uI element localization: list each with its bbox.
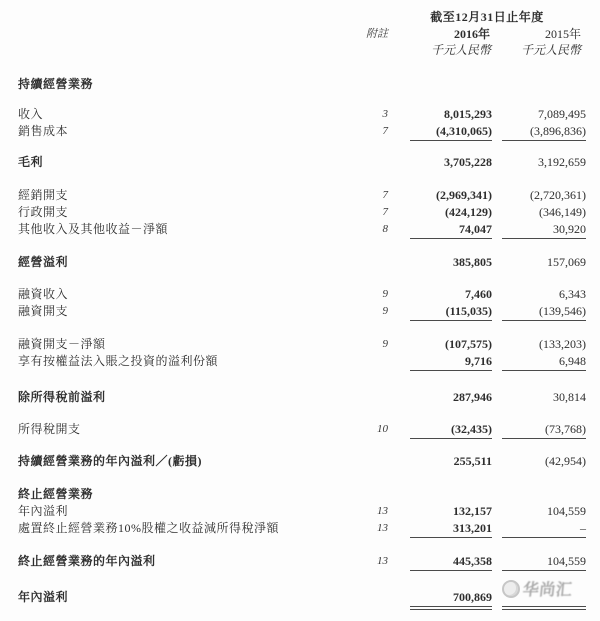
value-2016 (388, 553, 492, 570)
row-note (336, 486, 388, 503)
row-label: 融資收入 (18, 287, 69, 301)
value-2015 (492, 503, 586, 520)
row-note (336, 453, 388, 470)
value-2015-text: (139,546) (502, 303, 586, 321)
row-note (336, 589, 388, 606)
column-headers-row (18, 26, 586, 42)
year-2015-column-header: 2015年 (544, 27, 581, 41)
value-2015-text: (133,203) (539, 337, 586, 351)
value-2015-text: 30,814 (553, 390, 586, 404)
row-note: 9 (382, 305, 388, 317)
table-row (18, 187, 586, 204)
value-2015-text: 3,192,659 (538, 155, 586, 169)
value-2016-text: (115,035) (410, 303, 492, 321)
row-note: 9 (382, 288, 388, 300)
value-2016 (388, 221, 492, 238)
value-2015-text: – (502, 520, 586, 538)
value-2016-text: 445,358 (410, 553, 492, 571)
unit-row (18, 42, 586, 58)
value-2015-text: (42,954) (545, 454, 586, 468)
row-note: 7 (382, 189, 388, 201)
value-2015 (492, 154, 586, 171)
row-label: 其他收入及其他收益－淨額 (18, 222, 169, 236)
value-2015 (492, 453, 586, 470)
row-note: 10 (377, 423, 388, 435)
table-header (18, 8, 586, 58)
value-2016 (388, 286, 492, 303)
section-header-row (18, 76, 586, 93)
table-row (18, 286, 586, 303)
table-row (18, 336, 586, 353)
header-spacer (18, 42, 336, 58)
value-2016-text: 9,716 (410, 353, 492, 371)
table-row (18, 254, 586, 271)
table-row (18, 520, 586, 537)
row-label: 處置終止經營業務10%股權之收益減所得稅淨額 (18, 521, 279, 535)
row-note (336, 353, 388, 370)
value-2015 (492, 123, 586, 140)
value-2015 (492, 187, 586, 204)
value-2015-text (502, 76, 586, 93)
value-2015 (492, 389, 586, 406)
row-label: 除所得稅前溢利 (18, 390, 106, 404)
row-label: 年內溢利 (18, 590, 69, 604)
value-2015-text: 104,559 (547, 504, 586, 518)
value-2015-text: 6,948 (502, 353, 586, 371)
table-row (18, 204, 586, 221)
value-2016-text: 700,869 (410, 589, 492, 607)
value-2016-text: 255,511 (453, 454, 492, 468)
value-2015-text: 157,069 (547, 255, 586, 269)
value-2016-text (410, 76, 492, 93)
value-2016 (388, 187, 492, 204)
header-spacer (18, 26, 336, 42)
value-2015 (492, 421, 586, 438)
value-2015-text: 30,920 (502, 221, 586, 239)
row-label: 持續經營業務 (18, 77, 94, 91)
row-label: 融資開支 (18, 304, 69, 318)
table-row (18, 154, 586, 171)
row-label: 享有按權益法入賬之投資的溢利份額 (18, 354, 219, 368)
value-2016-text (410, 486, 492, 503)
value-2015 (492, 221, 586, 238)
row-label: 所得稅開支 (18, 422, 81, 436)
row-label: 毛利 (18, 155, 44, 169)
table-row (18, 221, 586, 238)
value-2015-text: 104,559 (502, 553, 586, 571)
value-2016 (388, 389, 492, 406)
row-note: 9 (382, 338, 388, 350)
value-2016-text: 74,047 (410, 221, 492, 239)
value-2015 (492, 486, 586, 503)
value-2015-text (502, 589, 586, 607)
row-label: 年內溢利 (18, 504, 69, 518)
value-2015 (492, 353, 586, 370)
statement-rows (18, 76, 586, 606)
value-2016 (388, 589, 492, 606)
row-label: 持續經營業務的年內溢利／(虧損) (18, 454, 202, 468)
section-header-row (18, 486, 586, 503)
row-note: 13 (377, 505, 388, 517)
table-row (18, 123, 586, 140)
table-row (18, 389, 586, 406)
period-title-row (18, 8, 586, 26)
value-2016 (388, 520, 492, 537)
unit-label-2015: 千元人民幣 (520, 43, 581, 57)
watermark-text: 华尚汇 (521, 582, 574, 599)
row-note: 3 (382, 108, 388, 120)
value-2016-text: 385,805 (453, 255, 492, 269)
value-2016-text: (107,575) (445, 337, 492, 351)
value-2015 (492, 286, 586, 303)
row-note (336, 254, 388, 271)
unit-label-2016: 千元人民幣 (430, 43, 491, 57)
table-row (18, 303, 586, 320)
value-2015-text: (73,768) (502, 421, 586, 439)
row-label: 終止經營業務的年內溢利 (18, 554, 156, 568)
table-row (18, 453, 586, 470)
period-title: 截至12月31日止年度 (430, 10, 544, 24)
value-2016-text: (4,310,065) (410, 123, 492, 141)
table-row (18, 589, 586, 606)
row-note (336, 154, 388, 171)
value-2015 (492, 336, 586, 353)
value-2016-text: 313,201 (410, 520, 492, 538)
row-label: 收入 (18, 107, 44, 121)
value-2016-text: 287,946 (453, 390, 492, 404)
value-2016 (388, 123, 492, 140)
value-2015-text: (346,149) (539, 205, 586, 219)
row-label: 經銷開支 (18, 188, 69, 202)
header-spacer (18, 8, 370, 26)
row-note: 13 (377, 522, 388, 534)
header-spacer (336, 42, 388, 58)
value-2016-text: 7,460 (465, 287, 492, 301)
value-2016 (388, 336, 492, 353)
value-2016 (388, 303, 492, 320)
row-note: 13 (377, 555, 388, 567)
table-row (18, 106, 586, 123)
value-2016-text: 132,157 (453, 504, 492, 518)
row-note (336, 76, 388, 93)
table-row (18, 421, 586, 438)
value-2016-text: (32,435) (410, 421, 492, 439)
value-2015 (492, 303, 586, 320)
value-2016 (388, 106, 492, 123)
row-note: 7 (382, 125, 388, 137)
value-2016 (388, 353, 492, 370)
value-2015 (492, 589, 586, 606)
table-row (18, 553, 586, 570)
value-2016 (388, 254, 492, 271)
note-column-header: 附註 (366, 28, 388, 40)
value-2015 (492, 106, 586, 123)
value-2016 (388, 421, 492, 438)
value-2016-text: 3,705,228 (444, 155, 492, 169)
value-2015 (492, 204, 586, 221)
table-row (18, 503, 586, 520)
value-2016 (388, 204, 492, 221)
value-2015 (492, 254, 586, 271)
value-2016 (388, 76, 492, 93)
value-2016-text: 8,015,293 (444, 107, 492, 121)
row-label: 經營溢利 (18, 255, 69, 269)
value-2015-text: (3,896,836) (502, 123, 586, 141)
row-label: 銷售成本 (18, 124, 69, 138)
value-2016-text: (424,129) (445, 205, 492, 219)
value-2015-text: 6,343 (559, 287, 586, 301)
row-label: 行政開支 (18, 205, 69, 219)
row-note: 8 (382, 223, 388, 235)
value-2016 (388, 453, 492, 470)
row-label: 終止經營業務 (18, 487, 94, 501)
value-2015-text: 7,089,495 (538, 107, 586, 121)
value-2016 (388, 503, 492, 520)
value-2015-text (502, 486, 586, 503)
value-2016 (388, 486, 492, 503)
value-2015 (492, 520, 586, 537)
value-2015 (492, 553, 586, 570)
year-2016-column-header: 2016年 (453, 27, 490, 41)
value-2015 (492, 76, 586, 93)
value-2016-text: (2,969,341) (436, 188, 492, 202)
value-2016 (388, 154, 492, 171)
row-label: 融資開支－淨額 (18, 337, 106, 351)
value-2015-text: (2,720,361) (530, 188, 586, 202)
table-row (18, 353, 586, 370)
row-note (336, 389, 388, 406)
row-note: 7 (382, 206, 388, 218)
